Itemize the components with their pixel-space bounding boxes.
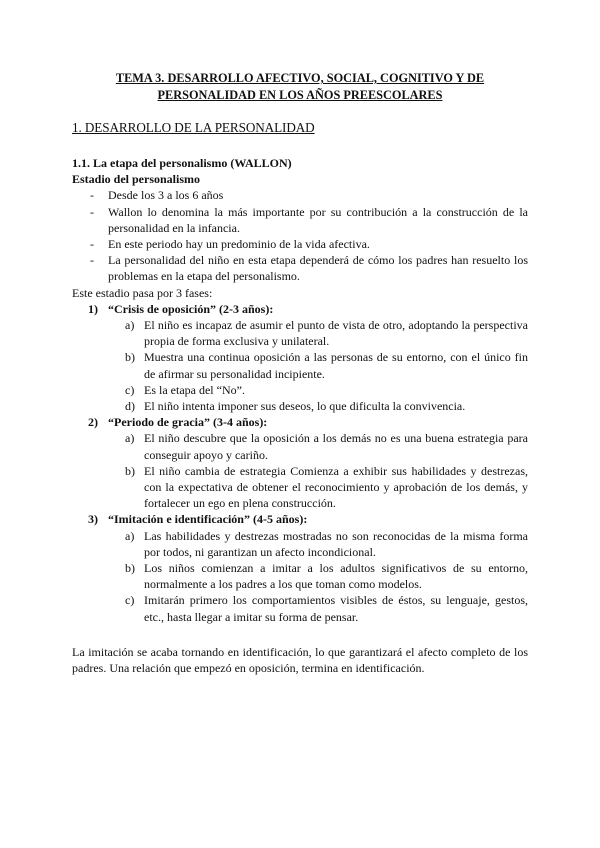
item-letter: a) (125, 318, 135, 333)
item-letter: d) (125, 399, 135, 414)
item-letter: c) (125, 382, 135, 397)
item-text: El niño descubre que la oposición a los demás no es una buena estrategia para conseguir apoyo y cariño. (144, 431, 528, 462)
item-text: Muestra una continua oposición a las personas de su entorno, con el único fin de afirmar su personalidad incipiente. (144, 350, 528, 381)
phase-number: 2) (88, 415, 98, 430)
phase-title: “Crisis de oposición” (2-3 años): (108, 301, 274, 316)
list-item (72, 317, 528, 349)
item-letter: b) (125, 350, 135, 365)
phase-heading-1 (72, 301, 528, 317)
document-body (72, 155, 528, 688)
item-letter: c) (125, 593, 135, 608)
bullet-list (72, 187, 528, 284)
item-letter: b) (125, 561, 135, 576)
item-letter: b) (125, 463, 135, 478)
phase-2-list (72, 430, 528, 511)
list-item (72, 382, 528, 398)
phase-number: 1) (88, 301, 98, 316)
phase-title: “Periodo de gracia” (3-4 años): (108, 415, 268, 430)
phase-heading-3 (72, 511, 528, 527)
phase-title: “Imitación e identificación” (4-5 años): (108, 512, 308, 527)
item-text: El niño cambia de estrategia Comienza a exhibir sus habilidades y destrezas, con la expectativa de obtener el reconocimiento y aprobación de los demás, y fortalecer un ego en plena construcción. (144, 463, 528, 511)
phase-number: 3) (88, 512, 98, 527)
list-item (72, 560, 528, 592)
phase-1-list (72, 317, 528, 414)
closing-paragraph: La imitación se acaba tornando en identificación, lo que garantizará el afecto completo de los padres. Una relación que empezó en oposición, termina en identificación. (72, 644, 528, 676)
item-letter: a) (125, 528, 135, 543)
phases-intro: Este estadio pasa por 3 fases: (72, 285, 213, 300)
subsection-heading: 1.1. La etapa del personalismo (WALLON) (72, 156, 292, 170)
bullet-item: - La personalidad del niño en esta etapa dependerá de cómo los padres han resuelto los problemas en la etapa del personalismo. (72, 252, 528, 284)
phase-3-list (72, 528, 528, 625)
document-title (90, 70, 510, 104)
item-text: El niño intenta imponer sus deseos, lo que dificulta la convivencia. (144, 399, 466, 414)
phase-heading-2 (72, 414, 528, 430)
item-text: Es la etapa del “No”. (144, 382, 245, 397)
bullet-item: - En este periodo hay un predominio de la vida afectiva. (72, 236, 528, 252)
list-item (72, 528, 528, 560)
list-item (72, 398, 528, 414)
list-item (72, 349, 528, 381)
bullet-item: - Desde los 3 a los 6 años (72, 187, 528, 203)
section-heading: 1. DESARROLLO DE LA PERSONALIDAD (72, 120, 315, 135)
bullet-item: - Wallon lo denomina la más importante por su contribución a la construcción de la personalidad en la infancia. (72, 204, 528, 236)
list-item (72, 463, 528, 512)
item-text: Los niños comienzan a imitar a los adultos significativos de su entorno, normalmente a los padres a los que toman como modelos. (144, 561, 528, 592)
title-line-1: TEMA 3. DESARROLLO AFECTIVO, SOCIAL, COGNITIVO Y DE (115, 71, 485, 85)
title-line-2: PERSONALIDAD EN LOS AÑOS PREESCOLARES (157, 88, 443, 102)
item-letter: a) (125, 431, 135, 446)
item-text: El niño es incapaz de asumir el punto de vista de otro, adoptando la perspectiva propia de forma exclusiva y unilateral. (144, 318, 528, 349)
list-item (72, 430, 528, 462)
item-text: Las habilidades y destrezas mostradas no son reconocidas de la misma forma por todos, ni garantizan un afecto incondicional. (144, 528, 528, 559)
list-item (72, 592, 528, 624)
stage-heading: Estadio del personalismo (72, 172, 201, 187)
item-text: Imitarán primero los comportamientos visibles de éstos, su lenguaje, gestos, etc., hasta llegar a imitar su forma de pensar. (144, 593, 528, 624)
